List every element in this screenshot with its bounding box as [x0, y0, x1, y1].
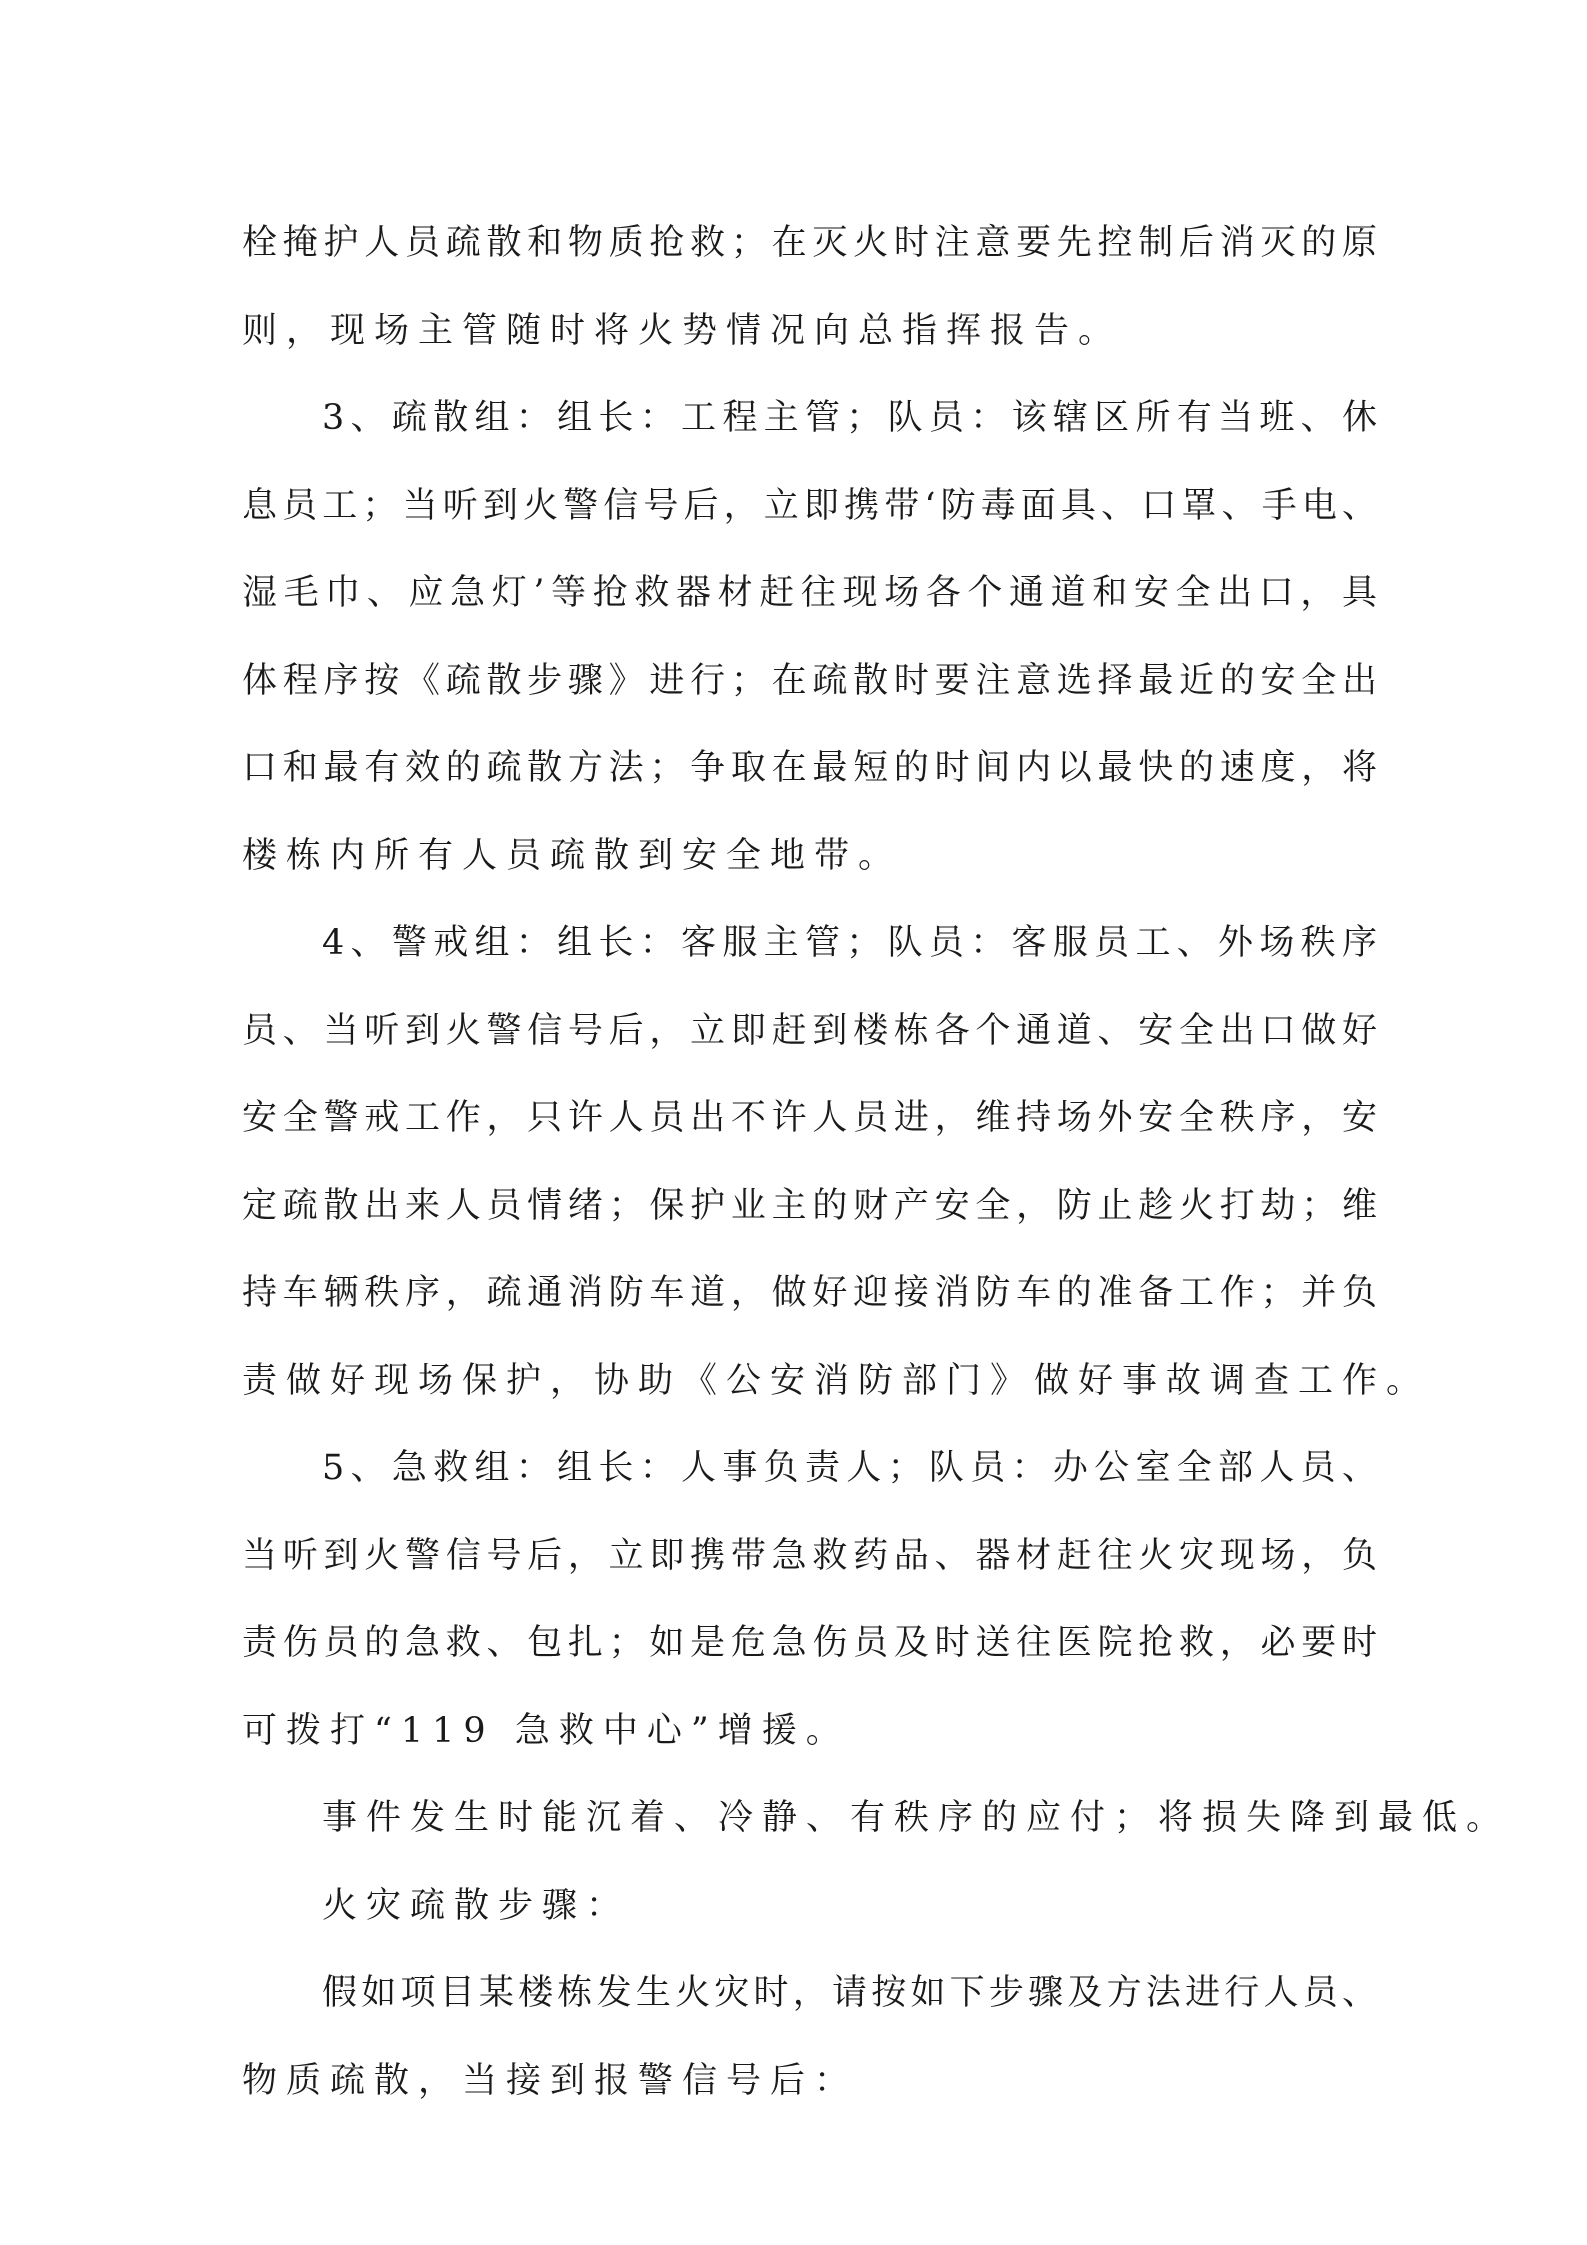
text-line: 息员工；当听到火警信号后，立即携带‘防毒面具、口罩、手电、	[242, 485, 1377, 526]
text-line: 湿毛巾、应急灯’等抢救器材赶往现场各个通道和安全出口，具	[242, 573, 1377, 613]
text-line: 可拨打“119 急救中心”增援。	[242, 1710, 850, 1751]
text-line: 责伤员的急救、包扎；如是危急伤员及时送往医院抢救，必要时	[242, 1623, 1377, 1663]
text-line: 当听到火警信号后，立即携带急救药品、器材赶往火灾现场，负	[242, 1535, 1377, 1576]
text-line: 责做好现场保护，协助《公安消防部门》做好事故调查工作。	[242, 1360, 1431, 1401]
text-line: 安全警戒工作，只许人员出不许人员进，维持场外安全秩序，安	[242, 1098, 1377, 1138]
body-text	[242, 200, 1511, 2125]
text-line: 定疏散出来人员情绪；保护业主的财产安全，防止趁火打劫；维	[242, 1185, 1377, 1226]
text-line: 员、当听到火警信号后，立即赶到楼栋各个通道、安全出口做好	[242, 1010, 1377, 1051]
text-line: 3、疏散组：组长：工程主管；队员：该辖区所有当班、休	[322, 398, 1377, 438]
text-line: 则，现场主管随时将火势情况向总指挥报告。	[242, 310, 1123, 351]
text-line: 5、急救组：组长：人事负责人；队员：办公室全部人员、	[322, 1448, 1377, 1488]
text-line: 事件发生时能沉着、冷静、有秩序的应付；将损失降到最低。	[322, 1798, 1511, 1838]
text-line: 假如项目某楼栋发生火灾时，请按如下步骤及方法进行人员、	[322, 1973, 1377, 2013]
text-line: 口和最有效的疏散方法；争取在最短的时间内以最快的速度，将	[242, 748, 1377, 788]
text-line: 持车辆秩序，疏通消防车道，做好迎接消防车的准备工作；并负	[242, 1273, 1377, 1313]
text-line: 火灾疏散步骤：	[322, 1885, 631, 1926]
text-line: 物质疏散，当接到报警信号后：	[242, 2060, 859, 2101]
text-line: 栓掩护人员疏散和物质抢救；在灭火时注意要先控制后消灭的原	[242, 223, 1377, 263]
text-line: 楼栋内所有人员疏散到安全地带。	[242, 835, 903, 876]
text-line: 体程序按《疏散步骤》进行；在疏散时要注意选择最近的安全出	[242, 660, 1377, 701]
text-line: 4、警戒组：组长：客服主管；队员：客服员工、外场秩序	[322, 923, 1377, 963]
